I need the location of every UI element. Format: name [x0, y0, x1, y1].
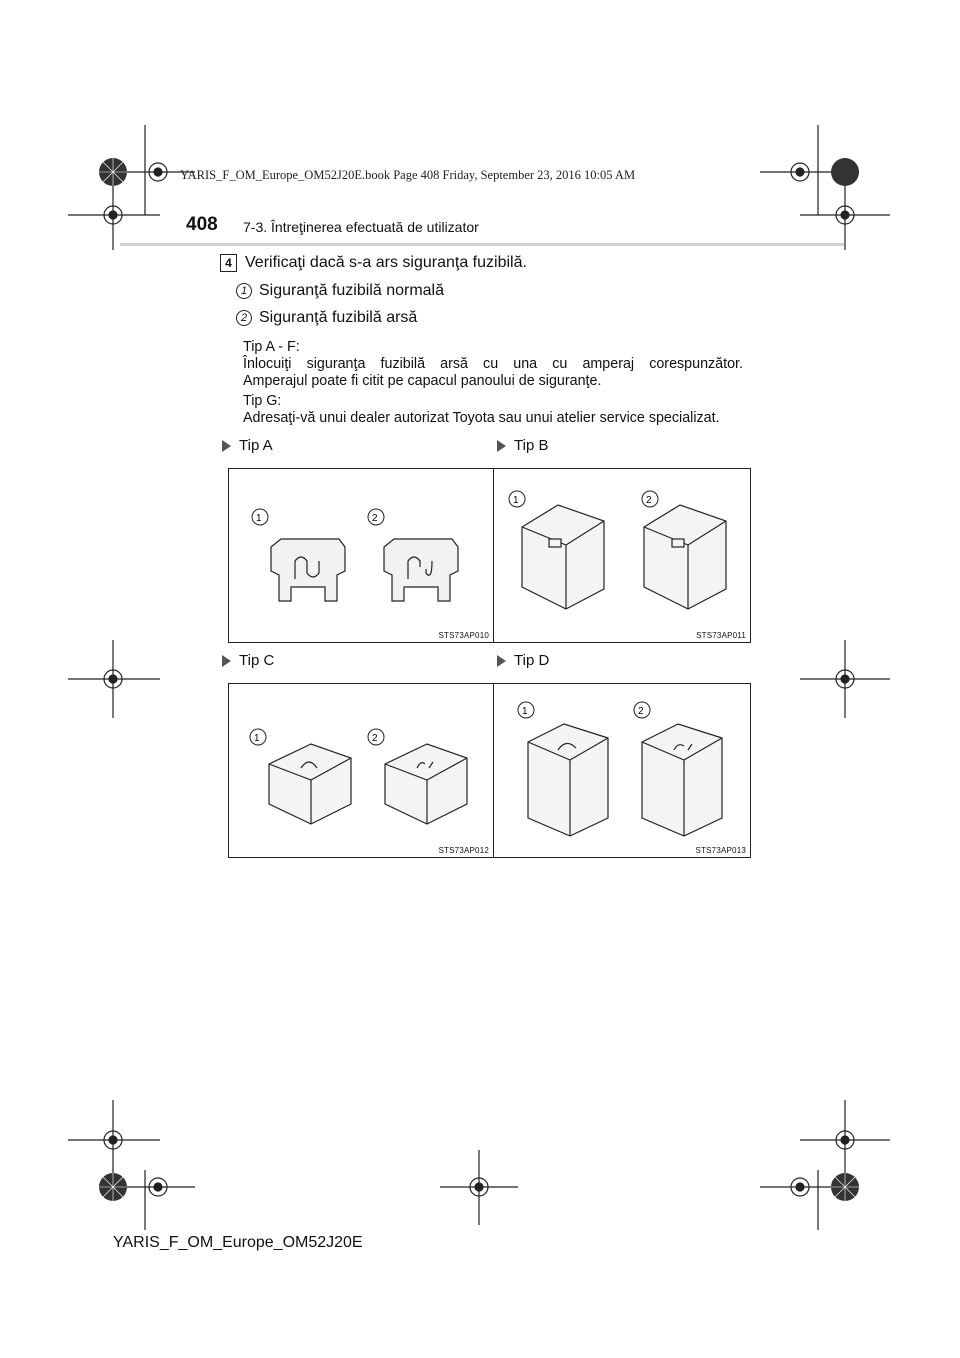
- step-text: Verificaţi dacă s-a ars siguranţa fuzibilă.: [245, 254, 527, 271]
- type-af-line1: Înlocuiţi siguranţa fuzibilă arsă cu una cu amperaj corespunzător.: [243, 356, 743, 372]
- cartridge-fuse-illustration: [494, 469, 752, 644]
- legend-number-2: 2: [236, 310, 252, 326]
- section-title: 7-3. Întreţinerea efectuată de utilizator: [243, 219, 479, 235]
- type-g-label: Tip G:: [243, 393, 282, 409]
- figure-label-1: 1: [522, 706, 528, 717]
- large-cartridge-fuse-illustration: [494, 684, 752, 859]
- type-af-line2: Amperajul poate fi citit pe capacul panoului de siguranţe.: [243, 373, 602, 389]
- arrow-right-icon: [497, 440, 506, 452]
- type-af-label: Tip A - F:: [243, 339, 300, 355]
- figure-heading-tip-b: Tip B: [497, 437, 548, 454]
- arrow-right-icon: [497, 655, 506, 667]
- figure-label-2: 2: [638, 706, 644, 717]
- figure-heading-tip-a: Tip A: [222, 437, 273, 454]
- arrow-right-icon: [222, 655, 231, 667]
- instructions-type-g: [243, 393, 743, 427]
- instructions-type-a-f: [243, 339, 743, 390]
- type-g-line1: Adresaţi-vă unui dealer autorizat Toyota sau unui atelier service specializat.: [243, 410, 720, 426]
- legend-text-2: Siguranţă fuzibilă arsă: [259, 309, 418, 326]
- figure-label-2: 2: [372, 513, 378, 524]
- figure-label-2: 2: [372, 733, 378, 744]
- legend-number-1: 1: [236, 283, 252, 299]
- book-info: YARIS_F_OM_Europe_OM52J20E.book Page 408 Friday, September 23, 2016 10:05 AM: [180, 168, 636, 182]
- header-rule: [120, 243, 844, 246]
- step-number-badge: 4: [220, 254, 237, 272]
- legend-text-1: Siguranţă fuzibilă normală: [259, 282, 444, 299]
- figure-label-1: 1: [256, 513, 262, 524]
- figure-code: STS73AP011: [696, 631, 746, 640]
- blade-fuse-illustration: [229, 469, 495, 644]
- footer-doc-id: YARIS_F_OM_Europe_OM52J20E: [113, 1234, 363, 1251]
- figure-label-2: 2: [646, 495, 652, 506]
- figure-code: STS73AP013: [695, 846, 746, 855]
- figure-tip-c: [228, 683, 494, 858]
- figure-heading-tip-c: Tip C: [222, 652, 274, 669]
- figure-code: STS73AP012: [438, 846, 489, 855]
- figure-label-1: 1: [254, 733, 260, 744]
- figure-tip-b: [493, 468, 751, 643]
- figure-heading-tip-d: Tip D: [497, 652, 549, 669]
- mini-cartridge-fuse-illustration: [229, 684, 495, 859]
- page-number: 408: [186, 214, 218, 235]
- arrow-right-icon: [222, 440, 231, 452]
- figure-label-1: 1: [513, 495, 519, 506]
- figure-tip-a: [228, 468, 494, 643]
- figure-code: STS73AP010: [438, 631, 489, 640]
- figure-tip-d: [493, 683, 751, 858]
